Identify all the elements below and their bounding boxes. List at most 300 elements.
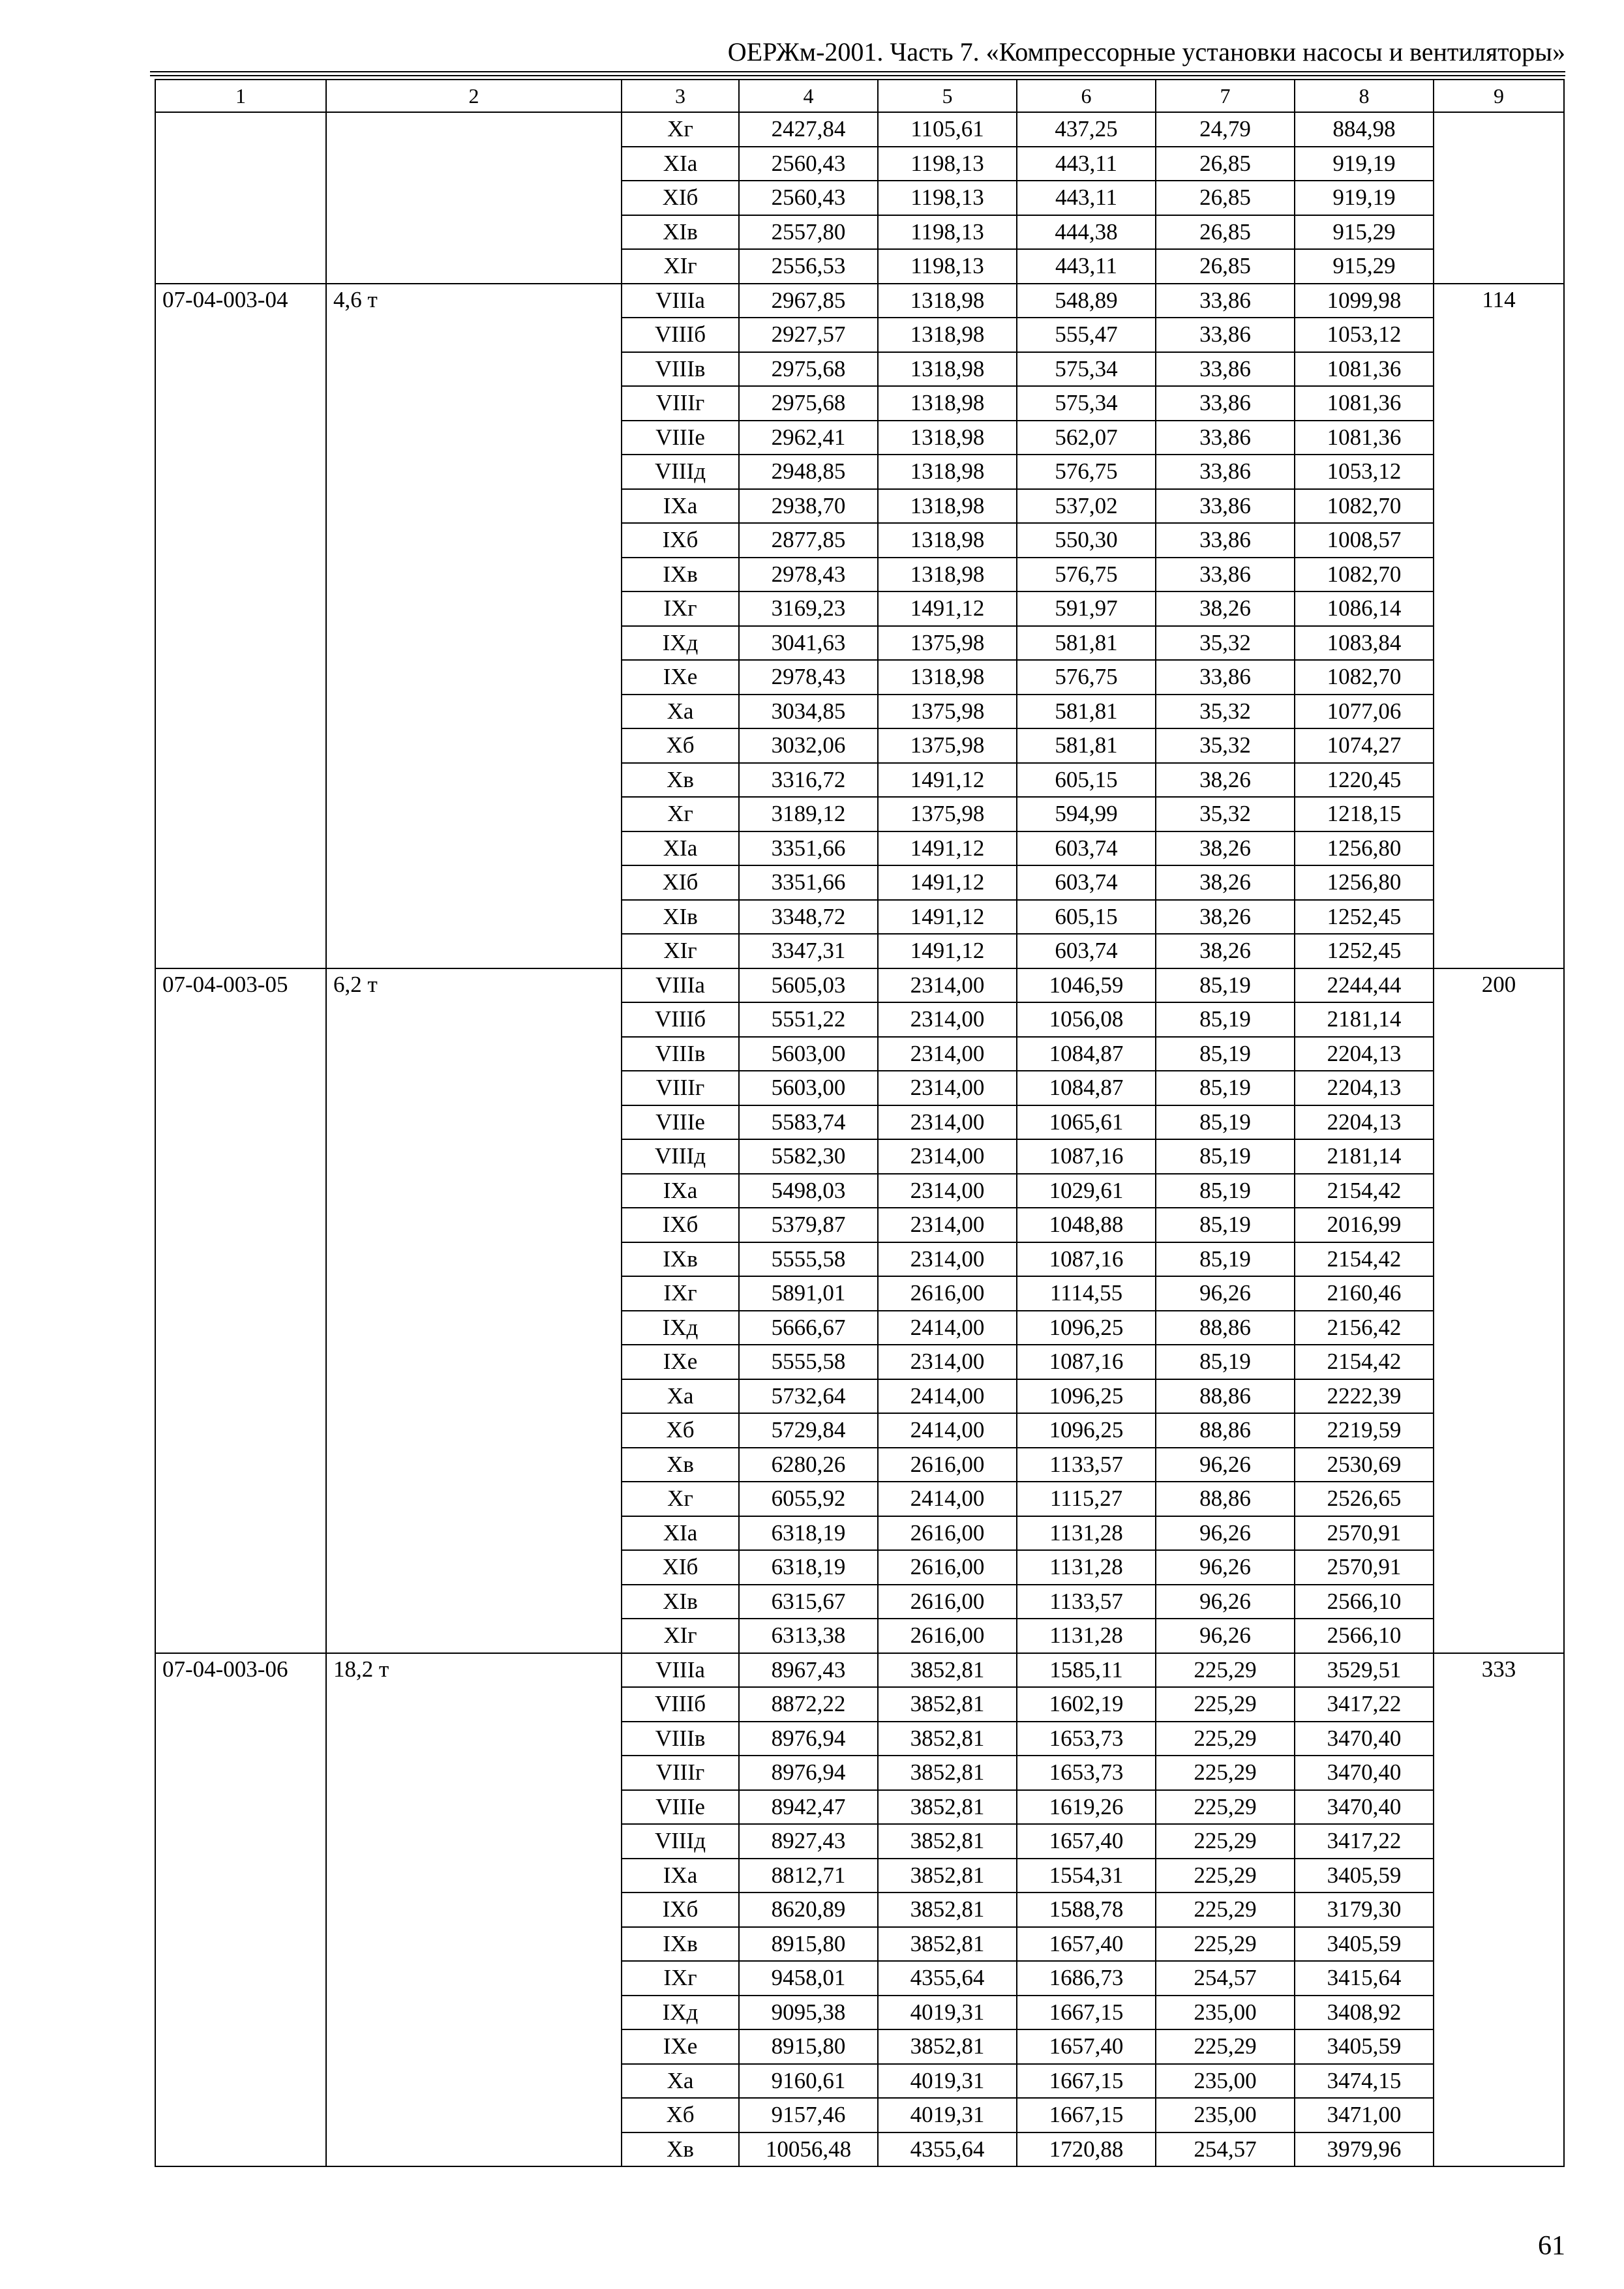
- materials-value: 919,19: [1295, 181, 1434, 215]
- wages-value: 1491,12: [878, 591, 1017, 626]
- wages-value: 2314,00: [878, 1002, 1017, 1037]
- wages-value: 2314,00: [878, 1071, 1017, 1105]
- machines-value: 605,15: [1017, 763, 1156, 798]
- price-total: 8812,71: [739, 1859, 878, 1893]
- price-total: 6315,67: [739, 1585, 878, 1619]
- machinist-wages: 35,32: [1156, 797, 1295, 831]
- wages-value: 1318,98: [878, 455, 1017, 489]
- wages-value: 2616,00: [878, 1585, 1017, 1619]
- machinist-wages: 85,19: [1156, 1242, 1295, 1277]
- machines-value: 594,99: [1017, 797, 1156, 831]
- price-total: 2975,68: [739, 352, 878, 387]
- price-total: 8976,94: [739, 1722, 878, 1756]
- materials-value: 3470,40: [1295, 1722, 1434, 1756]
- machinist-wages: 33,86: [1156, 386, 1295, 421]
- machines-value: 1087,16: [1017, 1139, 1156, 1174]
- materials-value: 3470,40: [1295, 1790, 1434, 1825]
- materials-value: 1077,06: [1295, 695, 1434, 729]
- machinist-wages: 88,86: [1156, 1413, 1295, 1448]
- machines-value: 581,81: [1017, 626, 1156, 661]
- group-value: Xг: [622, 112, 739, 147]
- machines-value: 1096,25: [1017, 1413, 1156, 1448]
- wages-value: 2414,00: [878, 1482, 1017, 1516]
- price-total: 8967,43: [739, 1653, 878, 1688]
- group-value: IXг: [622, 591, 739, 626]
- machinist-wages: 38,26: [1156, 591, 1295, 626]
- wages-value: 2616,00: [878, 1276, 1017, 1311]
- price-total: 5605,03: [739, 968, 878, 1003]
- materials-value: 2154,42: [1295, 1242, 1434, 1277]
- materials-value: 2570,91: [1295, 1516, 1434, 1551]
- group-value: Xв: [622, 1448, 739, 1482]
- group-value: IXа: [622, 1174, 739, 1208]
- machines-value: 1653,73: [1017, 1722, 1156, 1756]
- machines-value: 437,25: [1017, 112, 1156, 147]
- machinist-wages: 96,26: [1156, 1585, 1295, 1619]
- materials-value: 884,98: [1295, 112, 1434, 147]
- table-row: [155, 112, 1564, 147]
- group-value: VIIIв: [622, 1037, 739, 1071]
- wages-value: 1318,98: [878, 352, 1017, 387]
- group-value: VIIIв: [622, 352, 739, 387]
- price-total: 9458,01: [739, 1961, 878, 1996]
- materials-value: 3408,92: [1295, 1996, 1434, 2030]
- group-value: XIв: [622, 215, 739, 250]
- wages-value: 2616,00: [878, 1516, 1017, 1551]
- materials-value: 3474,15: [1295, 2064, 1434, 2099]
- wages-value: 1198,13: [878, 249, 1017, 284]
- machines-value: 603,74: [1017, 934, 1156, 968]
- machinist-wages: 225,29: [1156, 1653, 1295, 1688]
- wages-value: 1375,98: [878, 695, 1017, 729]
- machinist-wages: 26,85: [1156, 181, 1295, 215]
- price-total: 9160,61: [739, 2064, 878, 2099]
- group-value: XIв: [622, 900, 739, 935]
- rate-code: 07-04-003-05: [155, 968, 326, 1653]
- machinist-wages: 26,85: [1156, 147, 1295, 181]
- group-value: IXв: [622, 558, 739, 592]
- group-value: XIб: [622, 1550, 739, 1585]
- group-value: VIIIд: [622, 455, 739, 489]
- machinist-wages: 35,32: [1156, 728, 1295, 763]
- machinist-wages: 88,86: [1156, 1482, 1295, 1516]
- group-value: Xа: [622, 2064, 739, 2099]
- price-total: 5732,64: [739, 1379, 878, 1414]
- machines-value: 1585,11: [1017, 1653, 1156, 1688]
- materials-value: 2570,91: [1295, 1550, 1434, 1585]
- price-total: 3189,12: [739, 797, 878, 831]
- machines-value: 605,15: [1017, 900, 1156, 935]
- machinist-wages: 33,86: [1156, 318, 1295, 352]
- materials-value: 915,29: [1295, 249, 1434, 284]
- materials-value: 3417,22: [1295, 1687, 1434, 1722]
- machines-value: 576,75: [1017, 660, 1156, 695]
- machinist-wages: 26,85: [1156, 249, 1295, 284]
- wages-value: 3852,81: [878, 1859, 1017, 1893]
- column-number: 5: [878, 80, 1017, 112]
- column-number: 2: [326, 80, 622, 112]
- machinist-wages: 33,86: [1156, 489, 1295, 524]
- wages-value: 3852,81: [878, 1722, 1017, 1756]
- labor-norm: 200: [1434, 968, 1564, 1653]
- materials-value: 3179,30: [1295, 1893, 1434, 1927]
- machinist-wages: 225,29: [1156, 2029, 1295, 2064]
- table-row: [155, 284, 1564, 318]
- machines-value: 1554,31: [1017, 1859, 1156, 1893]
- wages-value: 1318,98: [878, 284, 1017, 318]
- materials-value: 1081,36: [1295, 386, 1434, 421]
- machinist-wages: 225,29: [1156, 1756, 1295, 1790]
- machines-value: 562,07: [1017, 421, 1156, 455]
- price-total: 6313,38: [739, 1619, 878, 1653]
- price-total: 5666,67: [739, 1311, 878, 1345]
- wages-value: 3852,81: [878, 1790, 1017, 1825]
- price-total: 9157,46: [739, 2098, 878, 2132]
- column-number: 6: [1017, 80, 1156, 112]
- machinist-wages: 225,29: [1156, 1927, 1295, 1962]
- materials-value: 2566,10: [1295, 1585, 1434, 1619]
- materials-value: 1086,14: [1295, 591, 1434, 626]
- machinist-wages: 38,26: [1156, 934, 1295, 968]
- machinist-wages: 254,57: [1156, 2132, 1295, 2167]
- group-value: XIа: [622, 1516, 739, 1551]
- price-total: 8620,89: [739, 1893, 878, 1927]
- price-total: 9095,38: [739, 1996, 878, 2030]
- labor-norm: [1434, 112, 1564, 284]
- materials-value: 2219,59: [1295, 1413, 1434, 1448]
- wages-value: 2414,00: [878, 1311, 1017, 1345]
- machinist-wages: 33,86: [1156, 352, 1295, 387]
- column-number-row: [155, 80, 1564, 112]
- price-total: 8872,22: [739, 1687, 878, 1722]
- materials-value: 3405,59: [1295, 1927, 1434, 1962]
- machinist-wages: 88,86: [1156, 1311, 1295, 1345]
- machinist-wages: 225,29: [1156, 1722, 1295, 1756]
- price-total: 5729,84: [739, 1413, 878, 1448]
- column-number: 8: [1295, 80, 1434, 112]
- materials-value: 2016,99: [1295, 1208, 1434, 1242]
- materials-value: 1082,70: [1295, 558, 1434, 592]
- wages-value: 2314,00: [878, 1139, 1017, 1174]
- price-total: 3316,72: [739, 763, 878, 798]
- machinist-wages: 33,86: [1156, 284, 1295, 318]
- wages-value: 2314,00: [878, 1208, 1017, 1242]
- machinist-wages: 85,19: [1156, 968, 1295, 1003]
- materials-value: 3405,59: [1295, 2029, 1434, 2064]
- machines-value: 443,11: [1017, 249, 1156, 284]
- machines-value: 1686,73: [1017, 1961, 1156, 1996]
- machines-value: 1133,57: [1017, 1585, 1156, 1619]
- price-total: 2975,68: [739, 386, 878, 421]
- wages-value: 1318,98: [878, 386, 1017, 421]
- group-value: Xа: [622, 1379, 739, 1414]
- wages-value: 2314,00: [878, 1037, 1017, 1071]
- machinist-wages: 33,86: [1156, 455, 1295, 489]
- group-value: IXд: [622, 626, 739, 661]
- machines-value: 1131,28: [1017, 1550, 1156, 1585]
- machinist-wages: 33,86: [1156, 660, 1295, 695]
- group-value: VIIIб: [622, 1687, 739, 1722]
- machinist-wages: 235,00: [1156, 1996, 1295, 2030]
- price-total: 5891,01: [739, 1276, 878, 1311]
- group-value: IXб: [622, 523, 739, 558]
- wages-value: 1318,98: [878, 523, 1017, 558]
- rate-load: 18,2 т: [326, 1653, 622, 2167]
- materials-value: 3470,40: [1295, 1756, 1434, 1790]
- machines-value: 1114,55: [1017, 1276, 1156, 1311]
- machines-value: 1667,15: [1017, 1996, 1156, 2030]
- materials-value: 3471,00: [1295, 2098, 1434, 2132]
- price-total: 8915,80: [739, 1927, 878, 1962]
- group-value: IXв: [622, 1927, 739, 1962]
- rate-code: 07-04-003-06: [155, 1653, 326, 2167]
- wages-value: 2616,00: [878, 1448, 1017, 1482]
- machinist-wages: 35,32: [1156, 626, 1295, 661]
- price-total: 3351,66: [739, 831, 878, 866]
- group-value: VIIIд: [622, 1139, 739, 1174]
- group-value: VIIIг: [622, 1071, 739, 1105]
- rate-code: 07-04-003-04: [155, 284, 326, 968]
- wages-value: 2616,00: [878, 1550, 1017, 1585]
- machines-value: 1048,88: [1017, 1208, 1156, 1242]
- rate-code: [155, 112, 326, 284]
- group-value: Xб: [622, 2098, 739, 2132]
- column-number: 4: [739, 80, 878, 112]
- wages-value: 4019,31: [878, 1996, 1017, 2030]
- price-total: 2978,43: [739, 660, 878, 695]
- group-value: VIIIг: [622, 1756, 739, 1790]
- group-value: XIб: [622, 865, 739, 900]
- materials-value: 1220,45: [1295, 763, 1434, 798]
- price-total: 5583,74: [739, 1105, 878, 1140]
- machines-value: 1653,73: [1017, 1756, 1156, 1790]
- machinist-wages: 85,19: [1156, 1208, 1295, 1242]
- machinist-wages: 38,26: [1156, 865, 1295, 900]
- group-value: Xа: [622, 695, 739, 729]
- materials-value: 1082,70: [1295, 489, 1434, 524]
- materials-value: 2526,65: [1295, 1482, 1434, 1516]
- wages-value: 3852,81: [878, 1687, 1017, 1722]
- rate-load: [326, 112, 622, 284]
- header-rule: [150, 71, 1565, 72]
- machines-value: 575,34: [1017, 352, 1156, 387]
- column-number: 3: [622, 80, 739, 112]
- machinist-wages: 96,26: [1156, 1619, 1295, 1653]
- wages-value: 2314,00: [878, 1242, 1017, 1277]
- price-total: 3348,72: [739, 900, 878, 935]
- wages-value: 4019,31: [878, 2064, 1017, 2099]
- wages-value: 1491,12: [878, 934, 1017, 968]
- group-value: IXг: [622, 1276, 739, 1311]
- machinist-wages: 33,86: [1156, 421, 1295, 455]
- machinist-wages: 88,86: [1156, 1379, 1295, 1414]
- wages-value: 4355,64: [878, 2132, 1017, 2167]
- materials-value: 1083,84: [1295, 626, 1434, 661]
- materials-value: 1099,98: [1295, 284, 1434, 318]
- group-value: IXв: [622, 1242, 739, 1277]
- machinist-wages: 235,00: [1156, 2064, 1295, 2099]
- price-total: 10056,48: [739, 2132, 878, 2167]
- group-value: Xб: [622, 728, 739, 763]
- materials-value: 1256,80: [1295, 831, 1434, 866]
- machinist-wages: 254,57: [1156, 1961, 1295, 1996]
- wages-value: 1198,13: [878, 181, 1017, 215]
- price-total: 5582,30: [739, 1139, 878, 1174]
- machinist-wages: 85,19: [1156, 1105, 1295, 1140]
- materials-value: 2244,44: [1295, 968, 1434, 1003]
- machinist-wages: 96,26: [1156, 1550, 1295, 1585]
- group-value: VIIIе: [622, 1105, 739, 1140]
- materials-value: 2181,14: [1295, 1139, 1434, 1174]
- wages-value: 1318,98: [878, 660, 1017, 695]
- materials-value: 2156,42: [1295, 1311, 1434, 1345]
- group-value: VIIIв: [622, 1722, 739, 1756]
- materials-value: 2204,13: [1295, 1037, 1434, 1071]
- header-rule-double: [150, 75, 1565, 76]
- group-value: VIIIе: [622, 421, 739, 455]
- materials-value: 2222,39: [1295, 1379, 1434, 1414]
- wages-value: 2314,00: [878, 968, 1017, 1003]
- group-value: XIа: [622, 147, 739, 181]
- price-total: 3034,85: [739, 695, 878, 729]
- price-total: 5379,87: [739, 1208, 878, 1242]
- machinist-wages: 33,86: [1156, 523, 1295, 558]
- machinist-wages: 96,26: [1156, 1448, 1295, 1482]
- machines-value: 1133,57: [1017, 1448, 1156, 1482]
- materials-value: 2204,13: [1295, 1105, 1434, 1140]
- wages-value: 3852,81: [878, 1756, 1017, 1790]
- machinist-wages: 225,29: [1156, 1893, 1295, 1927]
- price-total: 2877,85: [739, 523, 878, 558]
- price-total: 8942,47: [739, 1790, 878, 1825]
- machinist-wages: 38,26: [1156, 900, 1295, 935]
- group-value: VIIIа: [622, 1653, 739, 1688]
- group-value: VIIIб: [622, 318, 739, 352]
- machines-value: 603,74: [1017, 865, 1156, 900]
- machinist-wages: 24,79: [1156, 112, 1295, 147]
- group-value: VIIIе: [622, 1790, 739, 1825]
- group-value: XIг: [622, 934, 739, 968]
- price-total: 6318,19: [739, 1516, 878, 1551]
- wages-value: 1318,98: [878, 558, 1017, 592]
- price-total: 5555,58: [739, 1345, 878, 1379]
- materials-value: 915,29: [1295, 215, 1434, 250]
- machines-value: 1657,40: [1017, 1824, 1156, 1859]
- machines-value: 581,81: [1017, 728, 1156, 763]
- price-total: 2948,85: [739, 455, 878, 489]
- machines-value: 1602,19: [1017, 1687, 1156, 1722]
- machines-value: 1667,15: [1017, 2064, 1156, 2099]
- machines-value: 1720,88: [1017, 2132, 1156, 2167]
- machines-value: 591,97: [1017, 591, 1156, 626]
- price-total: 2560,43: [739, 181, 878, 215]
- materials-value: 1252,45: [1295, 934, 1434, 968]
- group-value: VIIIд: [622, 1824, 739, 1859]
- wages-value: 2314,00: [878, 1174, 1017, 1208]
- group-value: IXб: [622, 1893, 739, 1927]
- materials-value: 1053,12: [1295, 455, 1434, 489]
- machines-value: 1096,25: [1017, 1379, 1156, 1414]
- price-total: 3032,06: [739, 728, 878, 763]
- machinist-wages: 85,19: [1156, 1174, 1295, 1208]
- price-total: 5555,58: [739, 1242, 878, 1277]
- price-total: 5603,00: [739, 1071, 878, 1105]
- wages-value: 1375,98: [878, 797, 1017, 831]
- wages-value: 1491,12: [878, 865, 1017, 900]
- price-total: 2427,84: [739, 112, 878, 147]
- machines-value: 1657,40: [1017, 2029, 1156, 2064]
- wages-value: 1318,98: [878, 421, 1017, 455]
- machines-value: 575,34: [1017, 386, 1156, 421]
- group-value: XIа: [622, 831, 739, 866]
- wages-value: 2414,00: [878, 1413, 1017, 1448]
- page-header: [150, 36, 1565, 74]
- price-table: [155, 79, 1565, 2167]
- price-total: 2927,57: [739, 318, 878, 352]
- machinist-wages: 35,32: [1156, 695, 1295, 729]
- group-value: XIв: [622, 1585, 739, 1619]
- materials-value: 2154,42: [1295, 1345, 1434, 1379]
- machines-value: 1657,40: [1017, 1927, 1156, 1962]
- column-number: 1: [155, 80, 326, 112]
- machines-value: 1056,08: [1017, 1002, 1156, 1037]
- price-total: 2938,70: [739, 489, 878, 524]
- rate-load: 6,2 т: [326, 968, 622, 1653]
- materials-value: 3417,22: [1295, 1824, 1434, 1859]
- wages-value: 4355,64: [878, 1961, 1017, 1996]
- machinist-wages: 85,19: [1156, 1139, 1295, 1174]
- table-row: [155, 968, 1564, 1003]
- page-header-title: ОЕРЖм-2001. Часть 7. «Компрессорные установки насосы и вентиляторы»: [727, 37, 1565, 67]
- wages-value: 1198,13: [878, 147, 1017, 181]
- price-table-body: [155, 80, 1564, 2166]
- machines-value: 576,75: [1017, 455, 1156, 489]
- machines-value: 555,47: [1017, 318, 1156, 352]
- wages-value: 1318,98: [878, 318, 1017, 352]
- group-value: Xб: [622, 1413, 739, 1448]
- machinist-wages: 96,26: [1156, 1276, 1295, 1311]
- wages-value: 1491,12: [878, 831, 1017, 866]
- machines-value: 1131,28: [1017, 1516, 1156, 1551]
- machinist-wages: 96,26: [1156, 1516, 1295, 1551]
- wages-value: 1491,12: [878, 900, 1017, 935]
- price-total: 6055,92: [739, 1482, 878, 1516]
- machines-value: 443,11: [1017, 181, 1156, 215]
- machines-value: 444,38: [1017, 215, 1156, 250]
- price-total: 3351,66: [739, 865, 878, 900]
- machines-value: 550,30: [1017, 523, 1156, 558]
- price-total: 6280,26: [739, 1448, 878, 1482]
- wages-value: 1375,98: [878, 728, 1017, 763]
- table-row: [155, 1653, 1564, 1688]
- materials-value: 2204,13: [1295, 1071, 1434, 1105]
- wages-value: 4019,31: [878, 2098, 1017, 2132]
- materials-value: 1008,57: [1295, 523, 1434, 558]
- machines-value: 1046,59: [1017, 968, 1156, 1003]
- price-total: 8915,80: [739, 2029, 878, 2064]
- group-value: IXг: [622, 1961, 739, 1996]
- machinist-wages: 85,19: [1156, 1002, 1295, 1037]
- machines-value: 1084,87: [1017, 1071, 1156, 1105]
- machinist-wages: 225,29: [1156, 1790, 1295, 1825]
- machinist-wages: 225,29: [1156, 1859, 1295, 1893]
- group-value: IXд: [622, 1996, 739, 2030]
- machines-value: 603,74: [1017, 831, 1156, 866]
- group-value: VIIIа: [622, 284, 739, 318]
- materials-value: 2181,14: [1295, 1002, 1434, 1037]
- page-number: 61: [1538, 2231, 1565, 2261]
- price-total: 3169,23: [739, 591, 878, 626]
